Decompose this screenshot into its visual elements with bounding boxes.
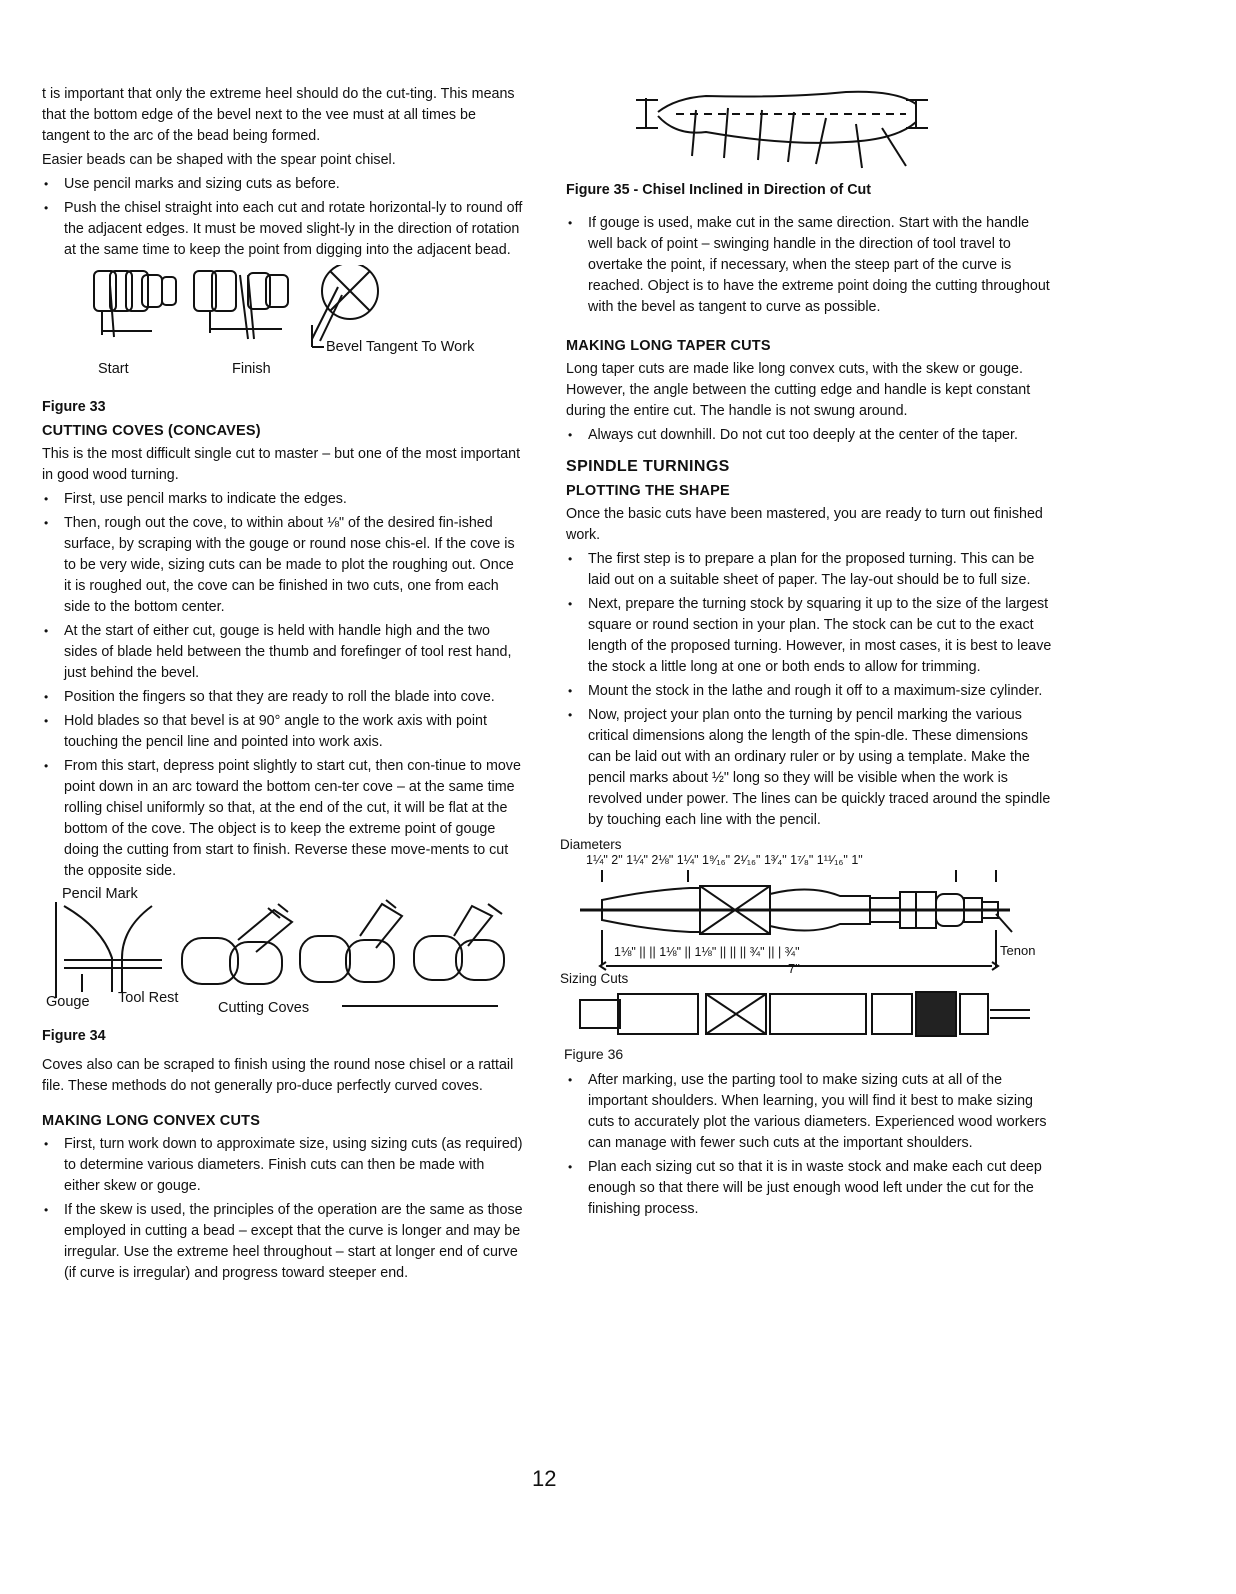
- list-item: • Push the chisel straight into each cut and rotate horizontal-ly to round off the adjacent edges. It must be moved slight-ly in the direction of rotation at the same time to keep the point from digging into the adjacent bead.: [42, 198, 524, 261]
- intro-bullet-list: [42, 174, 524, 261]
- list-item: • Hold blades so that bevel is at 90° angle to the work axis with point touching the pencil line and pointed into work axis.: [42, 711, 524, 753]
- plot-paragraph: Once the basic cuts have been mastered, you are ready to turn out finished work.: [566, 506, 1043, 543]
- figure-35: [566, 84, 1052, 180]
- gouge-label: Gouge: [46, 994, 90, 1010]
- coves-intro: This is the most difficult single cut to master – but one of the most important in good wood turning.: [42, 446, 521, 483]
- section-heading: CUTTING COVES (CONCAVES): [42, 423, 261, 439]
- gouge-bullet-list: [566, 213, 1052, 318]
- chisel-inclined-illustration: [566, 84, 986, 180]
- list-item: • Next, prepare the turning stock by squaring it up to the size of the largest square or round section in your plan. The stock can be cut to the exact length of the proposed turning. However, in most cases, it is best to leave the stock a little long at one or both ends to allow for trimming.: [566, 594, 1052, 678]
- list-item: • Position the fingers so that they are ready to roll the blade into cove.: [42, 687, 524, 708]
- figure-caption: Figure 36: [564, 1046, 624, 1062]
- section-heading: MAKING LONG TAPER CUTS: [566, 338, 771, 354]
- coves-bullet-list: [42, 489, 524, 882]
- finish-label: Finish: [232, 361, 271, 377]
- figure-caption: Figure 34: [42, 1028, 106, 1044]
- convex-bullet-list: [42, 1134, 524, 1284]
- list-item: • If gouge is used, make cut in the same direction. Start with the handle well back of point – swinging handle in the direction of tool travel to overtake the point, if necessary, when the steep part of the curve is reached. Object is to have the extreme point doing the cutting throughout with the bevel as tangent to curve as possible.: [566, 213, 1052, 318]
- sizing-bullet-list: [566, 1070, 1052, 1220]
- list-item: • At the start of either cut, gouge is held with handle high and the two sides of blade held between the thumb and forefinger of tool rest hand, just behind the bevel.: [42, 621, 524, 684]
- start-label: Start: [98, 361, 129, 377]
- list-item: • Then, rough out the cove, to within about ⅛" of the desired fin-ished surface, by scraping with the gouge or round nose chis-el. If the cove is to be very wide, sizing cuts can be made to plot the roughing out. Once it is roughed out, the cove can be finished in two cuts, one from each side to the bottom center.: [42, 513, 524, 618]
- pencil-mark-label: Pencil Mark: [62, 886, 138, 902]
- list-item: • Plan each sizing cut so that it is in waste stock and make each cut deep enough so that there will be just enough wood left under the cut for the finishing process.: [566, 1157, 1052, 1220]
- coves-after-paragraph: Coves also can be scraped to finish using the round nose chisel or a rattail file. These methods do not generally pro-duce perfectly curved coves.: [42, 1057, 514, 1094]
- list-item: • First, use pencil marks to indicate the edges.: [42, 489, 524, 510]
- sub-heading: PLOTTING THE SHAPE: [566, 483, 730, 499]
- length-values: 1⅛" || || 1⅛" || 1⅛" || || || ¾" || | ¾": [614, 945, 800, 959]
- sizing-cuts-label: Sizing Cuts: [560, 971, 629, 986]
- section-heading: MAKING LONG CONVEX CUTS: [42, 1113, 261, 1129]
- list-item: • If the skew is used, the principles of the operation are the same as those employed in cutting a bead – except that the curve is longer and may be irregular. Use the extreme heel throughout – start at longer end of curve (if curve is irregular) and progress toward steeper end.: [42, 1200, 524, 1284]
- list-item: • Mount the stock in the lathe and rough it off to a maximum-size cylinder.: [566, 681, 1052, 702]
- right-column: [560, 84, 1052, 1223]
- figure-36: [560, 834, 1052, 1060]
- plot-bullet-list: [566, 549, 1052, 831]
- list-item: • The first step is to prepare a plan for the proposed turning. This can be laid out on a suitable sheet of paper. The lay-out should be to full size.: [566, 549, 1052, 591]
- list-item: • From this start, depress point slightly to start cut, then con-tinue to move point down in an arc toward the bottom cen-ter cove – at the same time rolling chisel uniformly so that, at the end of the cut, it will be flat at the bottom of the cove. The object is to keep the extreme point of gouge doing the cutting from start to finish. Reverse these move-ments to cut the opposite side.: [42, 756, 524, 882]
- tenon-label: Tenon: [1000, 943, 1036, 958]
- diameters-label: Diameters: [560, 837, 622, 852]
- figure-33: [42, 265, 524, 387]
- tool-rest-label: Tool Rest: [118, 990, 179, 1006]
- cutting-coves-illustration: [42, 888, 512, 1016]
- taper-paragraph: Long taper cuts are made like long convex cuts, with the skew or gouge. However, the angle between the cutting edge and handle is kept constant during the entire cut. The handle is not swung around.: [566, 361, 1031, 419]
- taper-bullet-list: [566, 425, 1052, 446]
- diameter-values: 1¼" 2" 1¼" 2⅛" 1¼" 1⁹⁄₁₆" 2¹⁄₁₆" 1³⁄₄" 1⁷⁄₈" 1¹¹⁄₁₆" 1": [586, 853, 863, 867]
- figure-34: [42, 888, 524, 1016]
- figure-caption: Figure 35 - Chisel Inclined in Direction of Cut: [566, 182, 872, 198]
- page-number: 12: [532, 1466, 557, 1491]
- list-item: • Always cut downhill. Do not cut too deeply at the center of the taper.: [566, 425, 1052, 446]
- intro-paragraph: Easier beads can be shaped with the spear point chisel.: [42, 152, 396, 168]
- bevel-label: Bevel Tangent To Work: [326, 339, 475, 355]
- figure-caption: Figure 33: [42, 399, 106, 415]
- section-heading: SPINDLE TURNINGS: [566, 458, 730, 475]
- intro-paragraph: t is important that only the extreme heel should do the cut-ting. This means that the bottom edge of the bevel next to the vee must at all times be tangent to the arc of the bead being formed.: [42, 86, 515, 144]
- left-column: [42, 84, 524, 1287]
- total-length-label: 7": [788, 961, 800, 976]
- list-item: • First, turn work down to approximate size, using sizing cuts (as required) to determine various diameters. Finish cuts can then be made with either skew or gouge.: [42, 1134, 524, 1197]
- cutting-coves-label: Cutting Coves: [218, 1000, 310, 1016]
- list-item: • Use pencil marks and sizing cuts as before.: [42, 174, 524, 195]
- list-item: • After marking, use the parting tool to make sizing cuts at all of the important shoulders. When learning, you will find it best to make sizing cuts to accurately plot the various diameters. Experienced wood workers can manage with fewer such cuts at the important shoulders.: [566, 1070, 1052, 1154]
- list-item: • Now, project your plan onto the turning by pencil marking the various critical dimensions along the length of the spin-dle. These dimensions can be laid out with an ordinary ruler or by using a template. Make the pencil marks about ½" long so they will be visible when the work is revolved under power. The lines can be quickly traced around the spindle by touching each line with the pencil.: [566, 705, 1052, 831]
